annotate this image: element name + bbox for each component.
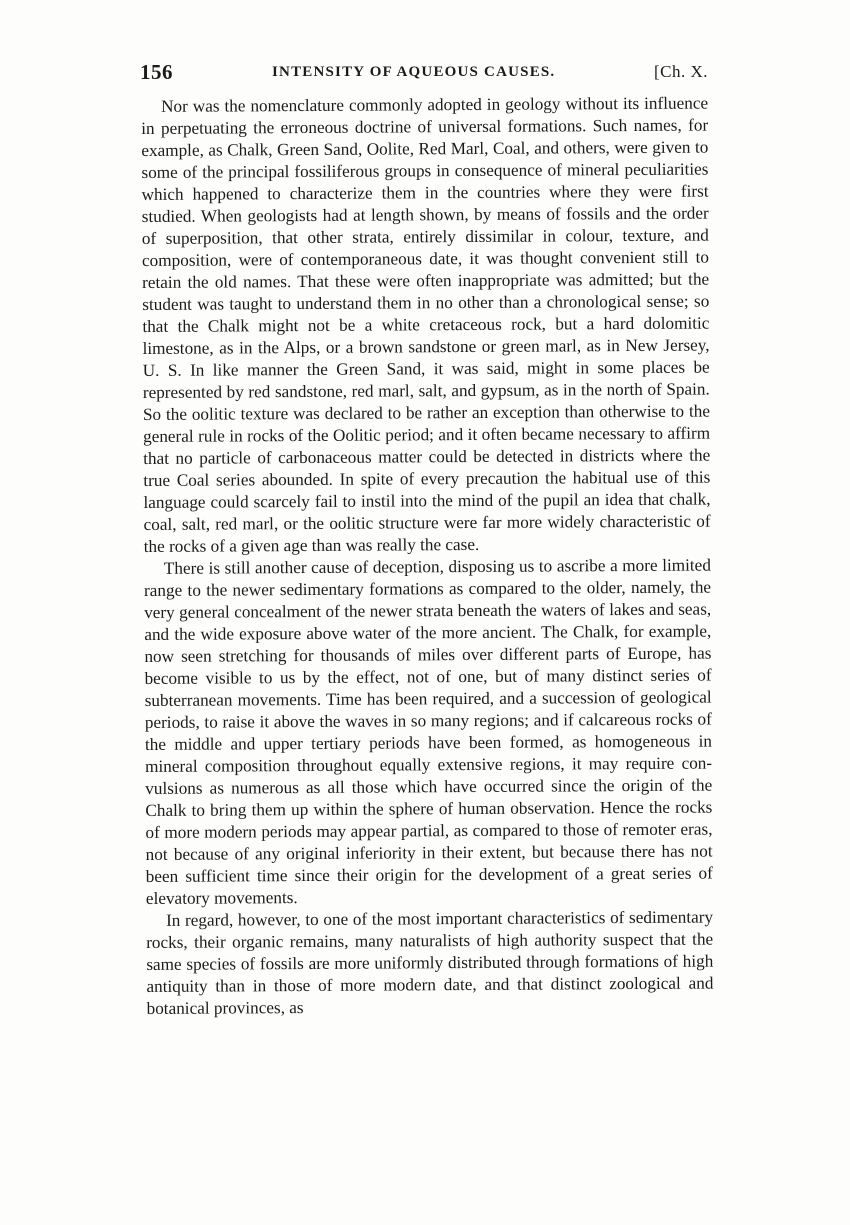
paragraph-deception: There is still another cause of deception, disposing us to ascribe a more limited range to the newer sedimentary formations as compared to the older, namely, the very general concealment of the newer strata beneath the waters of lakes and seas, and the wide exposure above water of the more ancient. The Chalk, for example, now seen stretching for thousands of miles over different parts of Europe, has become visible to us by the effect, not of one, but of many distinct series of subterranean movements. Time has been required, and a succession of geological periods, to raise it above the waves in so many regions; and if calcareous rocks of the middle and upper tertiary periods have been formed, as homogeneous in mineral composition throughout equally extensive regions, it may require convulsions as numerous as all those which have occurred since the origin of the Chalk to bring them up within the sphere of human observation. Hence the rocks of more modern periods may appear partial, as compared to those of remoter eras, not because of any original inferiority in their extent, but because there has not been sufficient time since their origin for the development of a great series of elevatory movements. (143, 555, 713, 908)
page-number: 156 (140, 60, 173, 84)
paragraph-nomenclature: Nor was the nomenclature commonly adopted in geology without its influence in perpetuating the erroneous doctrine of universal formations. Such names, for example, as Chalk, Green Sand, Oolite, Red Marl, Coal, and others, were given to some of the principal fossiliferous groups in consequence of mineral peculiarities which happened to characterize them in the countries where they were first studied. When geologists had at length shown, by means of fossils and the order of superposition, that other strata, entirely dissimilar in colour, texture, and composition, were of contemporaneous date, it was thought convenient still to retain the old names. That these were often inappropriate was admitted; but the student was taught to understand them in no other than a chronological sense; so that the Chalk might not be a white cretaceous rock, but a hard dolomitic limestone, as in the Alps, or a brown sandstone or green marl, as in New Jersey, U. S. In like manner the Green Sand, it was said, might in some places be represented by red sandstone, red marl, salt, and gypsum, as in the north of Spain. So the oolitic texture was declared to be rather an exception than otherwise to the general rule in rocks of the Oolitic period; and it often became necessary to affirm that no particle of carbonaceous matter could be detected in districts where the true Coal series abounded. In spite of every precaution the habitual use of this language could scarcely fail to instil into the mind of the pupil an idea that chalk, coal, salt, red marl, or the oolitic structure were far more widely characteristic of the rocks of a given age than was really the case. (141, 93, 711, 556)
body-text (141, 93, 714, 1020)
running-title: INTENSITY OF AQUEOUS CAUSES. (272, 64, 556, 80)
running-head (140, 60, 708, 90)
paragraph-organic-remains: In regard, however, to one of the most important characteristics of sedimentary rocks, their organic remains, many naturalists of high authority suspect that the same species of fossils are more uniformly distributed through formations of high antiquity than in those of more modern date, and that distinct zoological and botanical provinces, as (146, 907, 714, 1018)
chapter-reference: [Ch. X. (653, 62, 708, 81)
